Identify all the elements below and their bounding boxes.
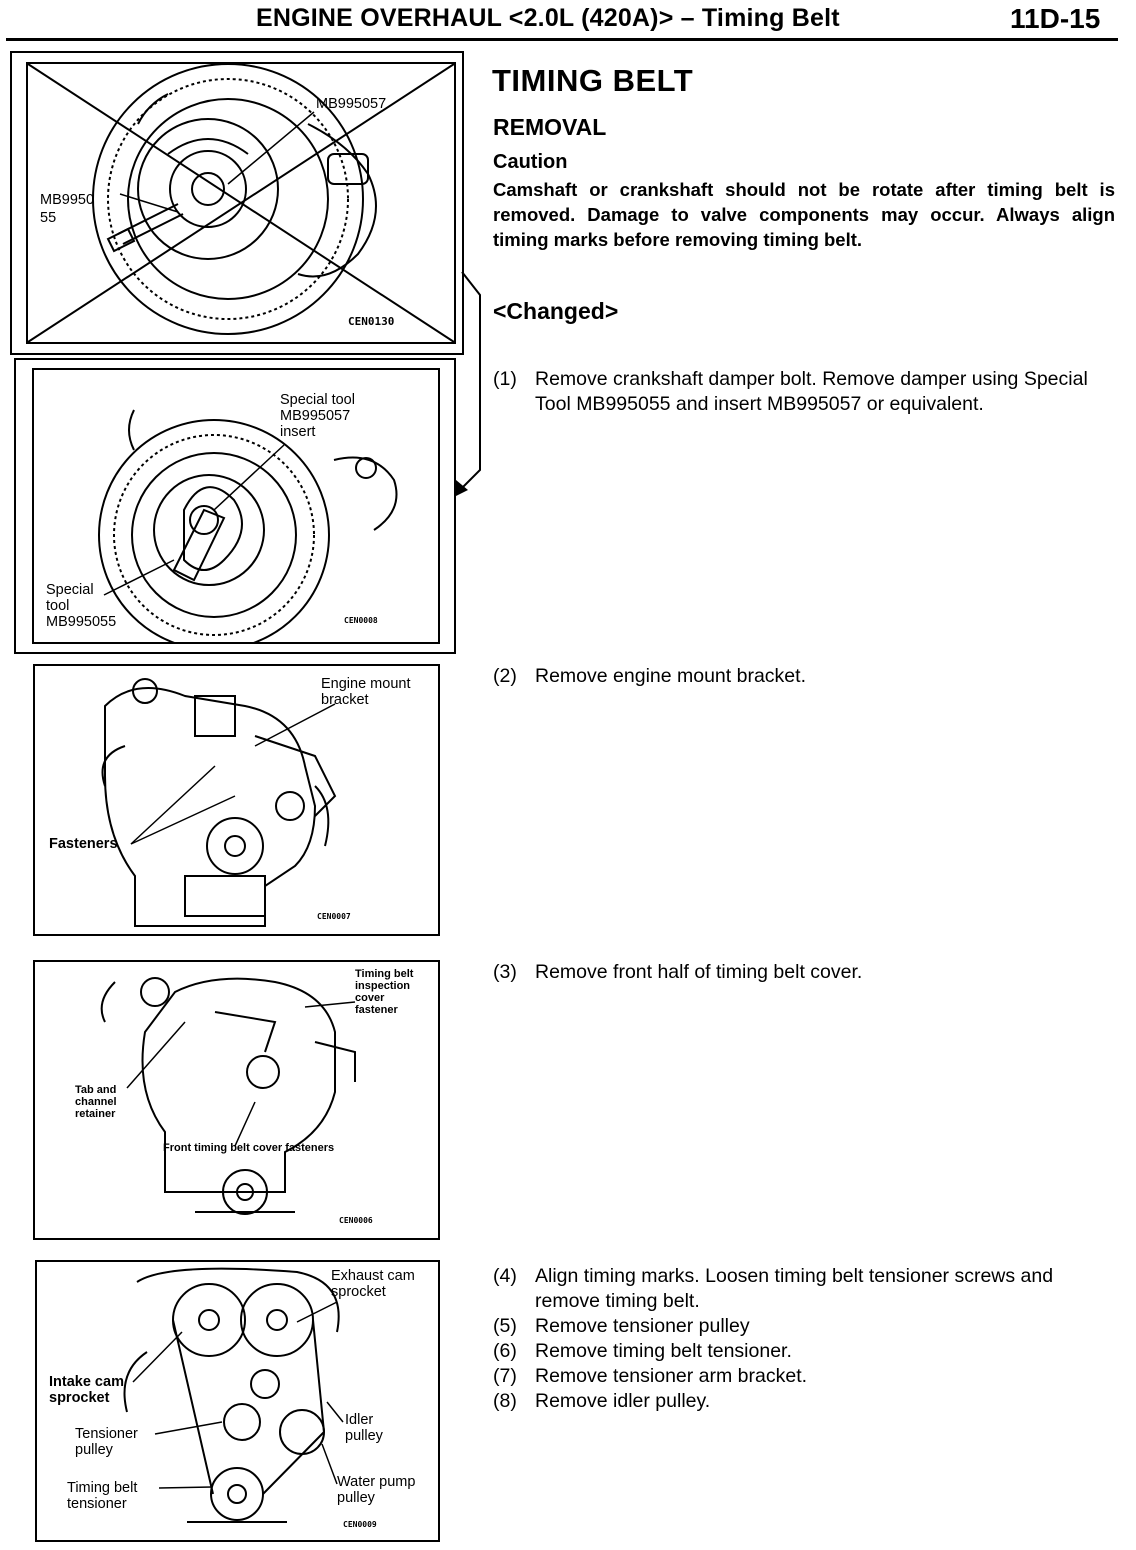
caution-label: Caution [493,151,568,173]
figure-2-code: CEN0008 [344,616,378,625]
step-number: (1) [493,368,517,390]
step-text: Align timing marks. Loosen timing belt tensioner screws and remove timing belt. [535,1265,1054,1312]
figure-5-label-intake-line1: Intake cam [49,1374,124,1390]
figure-5-label-exhaust-line1: Exhaust cam [331,1268,415,1284]
step-number: (5) [493,1315,517,1337]
figure-4-label-inspection-line3: cover [355,992,385,1004]
figure-1-label-tool-line1: MB9950 [40,192,95,208]
figure-1-label-insert: MB995057 [316,96,387,112]
figure-5-label-water-pump-line2: pulley [337,1490,375,1506]
steps-4-to-8 [493,1264,1113,1414]
figure-4-label-inspection-line1: Timing belt [355,968,414,980]
figure-2-label-tool-line3: MB995055 [46,614,117,630]
figure-5-label-idler-line2: pulley [345,1428,383,1444]
figure-5-label-water-pump-line1: Water pump [337,1474,416,1490]
figure-2-label-tool-line1: Special [46,582,94,598]
changed-label: <Changed> [493,298,619,324]
step-2 [493,664,1113,689]
figure-3-label-bracket-line2: bracket [321,692,369,708]
subsection-title: REMOVAL [493,114,607,140]
figure-2-drawing [34,370,438,642]
figure-3-label-fasteners: Fasteners [49,836,118,852]
step-3 [493,960,1113,985]
caution-body: Camshaft or crankshaft should not be rotate after timing belt is removed. Damage to valve components may occur. Always align timing marks before removing timing belt. [493,179,1115,250]
step-text: Remove front half of timing belt cover. [535,961,863,983]
step-number: (3) [493,961,517,983]
step-number: (2) [493,665,517,687]
running-header-title: ENGINE OVERHAUL <2.0L (420A)> – Timing Belt [256,4,840,32]
figure-2-label-tool-line2: tool [46,598,70,614]
step-text: Remove engine mount bracket. [535,665,806,687]
step-5 [493,1314,1113,1339]
figure-4-label-tab-line2: channel [75,1096,117,1108]
step-number: (4) [493,1265,517,1287]
figure-4-label-inspection-line4: fastener [355,1004,398,1016]
figure-5-timing-belt-layout [35,1260,440,1542]
figure-4-timing-belt-cover [33,960,440,1240]
figure-4-label-front-fasteners: Front timing belt cover fasteners [163,1142,335,1154]
figure-3-engine-mount-bracket [33,664,440,936]
figure-2-crankshaft-damper [14,358,456,654]
header-rule [6,38,1118,41]
figure-1-crankshaft-damper-old [26,62,456,344]
step-number: (7) [493,1365,517,1387]
figure-4-code: CEN0006 [339,1216,373,1225]
figure-4-label-tab-line1: Tab and [75,1084,117,1096]
step-1 [493,367,1113,417]
step-text: Remove idler pulley. [535,1390,711,1412]
section-title: TIMING BELT [492,63,694,98]
figure-5-label-timing-tensioner-line2: tensioner [67,1496,127,1512]
figure-2-label-insert-line3: insert [280,424,316,440]
figure-5-label-tensioner-pulley-line1: Tensioner [75,1426,138,1442]
figure-2-label-insert-line2: MB995057 [280,408,351,424]
step-8 [493,1389,1113,1414]
page-number: 11D-15 [1010,3,1101,34]
figure-3-label-bracket-line1: Engine mount [321,676,411,692]
figure-3-drawing [35,666,438,934]
figure-5-label-tensioner-pulley-line2: pulley [75,1442,113,1458]
figure-5-label-intake-line2: sprocket [49,1390,110,1406]
step-text: Remove tensioner pulley [535,1315,750,1337]
figure-5-label-exhaust-line2: sprocket [331,1284,386,1300]
figure-4-label-inspection-line2: inspection [355,980,411,992]
figure-2-label-insert-line1: Special tool [280,392,355,408]
step-7 [493,1364,1113,1389]
step-6 [493,1339,1113,1364]
step-number: (8) [493,1390,517,1412]
step-text: Remove crankshaft damper bolt. Remove damper using Special Tool MB995055 and insert MB995057 or equivalent. [535,368,1088,415]
figure-2-inner-frame [32,368,440,644]
step-number: (6) [493,1340,517,1362]
figure-1-label-tool-line2: 55 [40,210,57,226]
figure-5-label-timing-tensioner-line1: Timing belt [67,1480,138,1496]
figure-1-code: CEN0130 [348,315,395,328]
figure-4-label-tab-line3: retainer [75,1108,116,1120]
figure-3-code: CEN0007 [317,912,351,921]
step-4 [493,1264,1113,1314]
step-text: Remove timing belt tensioner. [535,1340,792,1362]
step-text: Remove tensioner arm bracket. [535,1365,808,1387]
figure-5-label-idler-line1: Idler [345,1412,374,1428]
figure-5-code: CEN0009 [343,1520,377,1529]
